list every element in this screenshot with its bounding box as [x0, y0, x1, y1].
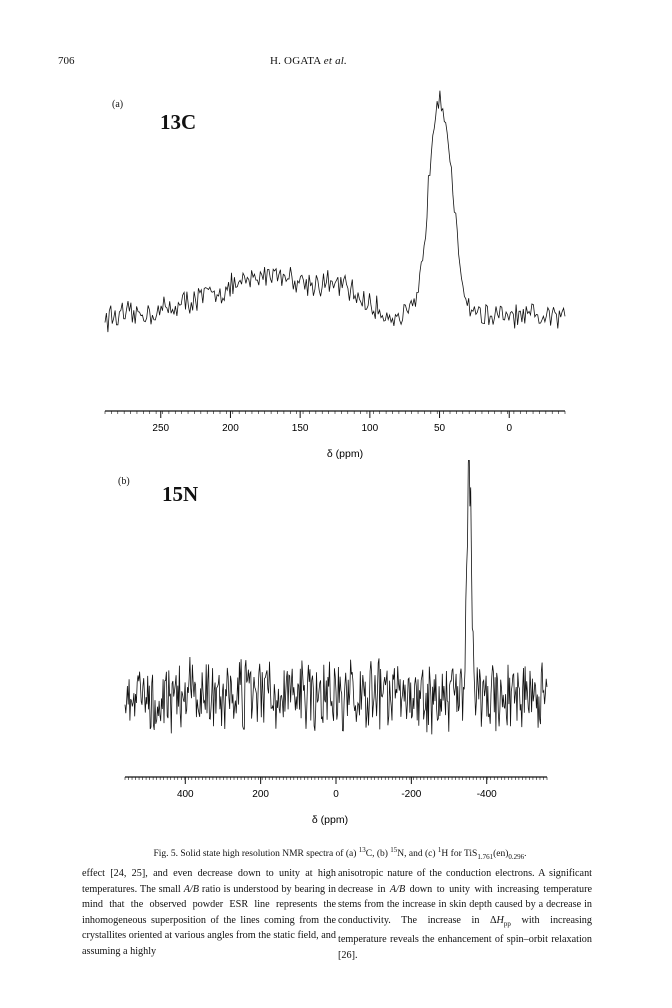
- caption-mid3: H for TiS: [441, 849, 478, 860]
- caption-sub-s: 1.761: [477, 853, 494, 862]
- caption-sup-n: 15: [390, 846, 398, 854]
- panel-a-nucleus-label: 13C: [160, 110, 197, 134]
- left-text-2: ratio is understood by bearing in mind that the observed powder ESR line represents the inhomogeneous superposition of the lines coming from the crystallites oriented at various angles from the static field, and assuming a highly: [82, 883, 336, 957]
- running-head-etal: et al.: [323, 55, 347, 67]
- right-ab-ratio: A/B: [389, 883, 406, 895]
- x-tick-label: -200: [401, 789, 422, 800]
- figure-caption: [80, 846, 600, 861]
- x-tick-label: 150: [291, 423, 309, 434]
- left-text-1: effect [24, 25], and even decrease down to unity at high temperatures. The small: [82, 868, 336, 895]
- panel-b-nucleus-label: 15N: [162, 482, 199, 506]
- x-tick-label: 100: [361, 423, 379, 434]
- caption-sub-en: 0.296: [508, 853, 525, 862]
- x-tick-label: -400: [476, 789, 497, 800]
- running-head: [270, 55, 347, 67]
- body-column-right: [338, 866, 592, 964]
- x-tick-label: 200: [222, 423, 239, 434]
- nmr-spectrum-13c: [60, 70, 620, 480]
- caption-mid2: N, and (c): [397, 849, 438, 860]
- spectrum-trace: [125, 460, 547, 734]
- caption-lead: Fig. 5. Solid state high resolution NMR spectra of (a): [153, 849, 359, 860]
- x-axis-label: δ (ppm): [311, 814, 349, 826]
- caption-mid4: (en): [493, 849, 509, 860]
- right-text-1: anisotropic nature of the conduction electrons. A significant decrease in: [338, 868, 592, 895]
- running-head-authors: H. OGATA: [270, 55, 321, 67]
- caption-sup-c: 13: [358, 846, 366, 854]
- right-h-pp: H: [496, 914, 504, 926]
- panel-a-label: (a): [112, 99, 124, 110]
- x-tick-label: 200: [252, 789, 269, 800]
- x-tick-label: 0: [333, 789, 339, 800]
- x-tick-label: 400: [176, 789, 194, 800]
- x-tick-label: 250: [152, 423, 170, 434]
- caption-tail: .: [524, 849, 527, 860]
- right-text-2: down to unity with increasing temperature stems from the increase in skin depth caused by a decrease in conductivity. The increase in Δ: [338, 883, 593, 926]
- right-pp-sub: pp: [503, 919, 511, 928]
- caption-sup-h: 1: [437, 846, 442, 854]
- panel-b-label: (b): [118, 476, 130, 487]
- right-text-3: with increasing temperature reveals the enhancement of spin–orbit relaxation [26].: [338, 914, 592, 961]
- body-column-left: [82, 866, 336, 960]
- x-tick-label: 50: [433, 423, 446, 434]
- x-axis-label: δ (ppm): [326, 448, 364, 460]
- nmr-spectrum-15n: [60, 460, 620, 840]
- spectrum-trace: [105, 91, 565, 332]
- caption-mid1: C, (b): [365, 849, 391, 860]
- page-number: 706: [58, 55, 75, 67]
- x-tick-label: 0: [506, 423, 513, 434]
- left-ab-ratio: A/B: [183, 883, 199, 895]
